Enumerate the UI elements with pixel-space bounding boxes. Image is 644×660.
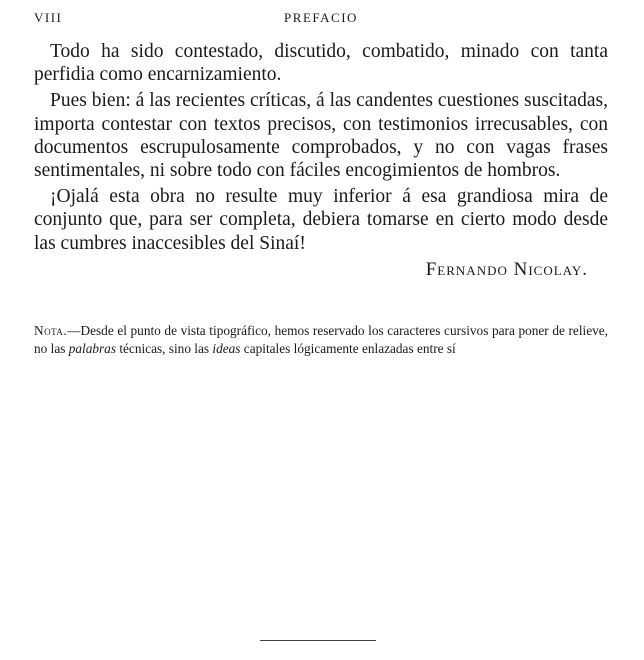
note-dash: —	[67, 323, 81, 338]
paragraph-1: Todo ha sido contestado, discutido, combatido, minado con tanta perfidia como encarnizamiento.	[34, 41, 608, 86]
note-italic-ideas: ideas	[212, 340, 241, 356]
note-italic-palabras: palabras	[68, 340, 117, 356]
body-text	[34, 40, 608, 281]
header-title: PREFACIO	[284, 10, 358, 25]
note-text-3: capitales lógicamente enlazadas entre sí	[240, 340, 456, 356]
author-signature: Fernando Nicolay.	[425, 258, 588, 280]
footnote	[34, 322, 608, 357]
note-text-2: técnicas, sino las	[116, 340, 213, 356]
running-head	[34, 10, 608, 30]
note-label: Nota.	[34, 323, 68, 338]
paragraph-2: Pues bien: á las recientes críticas, á las candentes cuestiones suscitadas, importa contestar con textos precisos, con testimonios irrecusables, con documentos escrupulosamente comprobados, y no con vagas frases sentimentales, ni sobre todo con fáciles encogimientos de hombros.	[34, 90, 608, 182]
paragraph-3: ¡Ojalá esta obra no resulte muy inferior á esa grandiosa mira de conjunto que, para ser completa, debiera tomarse en cierto modo desde las cumbres inaccesibles del Sinaí!	[34, 186, 608, 254]
bottom-rule	[260, 640, 376, 641]
page-number: VIII	[34, 10, 63, 25]
note-text-1: Desde el punto de vista tipográfico, hemos reservado los caracteres cursivos para poner de relieve, no las	[34, 323, 608, 356]
